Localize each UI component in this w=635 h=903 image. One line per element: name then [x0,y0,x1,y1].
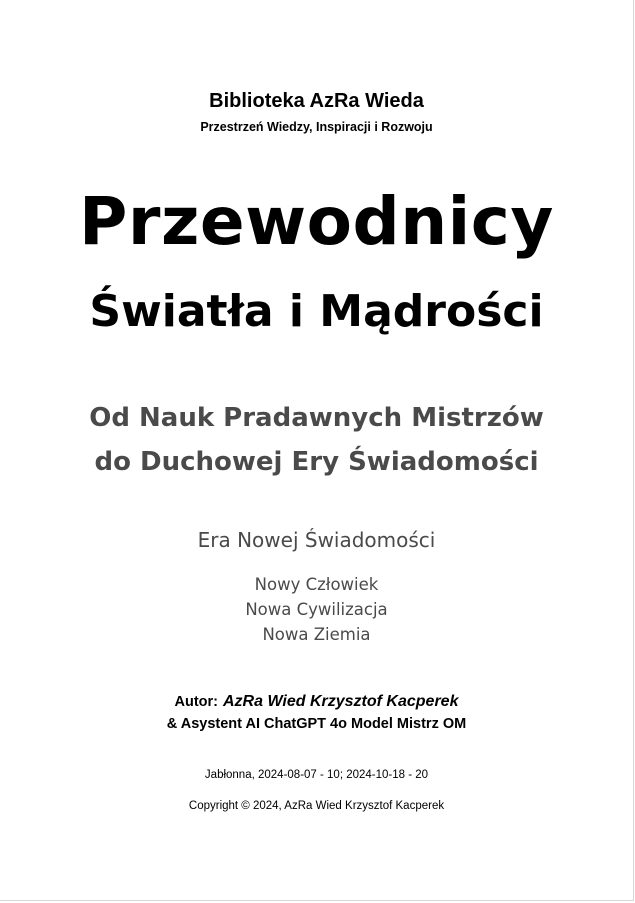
library-name: Biblioteka AzRa Wieda [209,90,424,112]
era-heading: Era Nowej Świadomości [197,528,436,552]
library-tagline: Przestrzeń Wiedzy, Inspiracji i Rozwoju [200,120,433,134]
author-line [0,692,633,712]
author-name: AzRa Wied Krzysztof Kacperek [223,693,459,710]
era-item: Nowa Cywilizacja [245,600,388,619]
era-item: Nowy Człowiek [254,575,379,594]
era-item: Nowa Ziemia [262,625,371,644]
book-subtitle-line-1: Od Nauk Pradawnych Mistrzów [89,403,544,433]
book-subtitle-line-2: do Duchowej Ery Świadomości [94,447,539,477]
place-date: Jabłonna, 2024-08-07 - 10; 2024-10-18 - 20 [204,769,429,781]
book-title-line-1: Przewodnicy [79,183,554,260]
copyright: Copyright © 2024, AzRa Wied Krzysztof Kacperek [188,800,445,812]
author-label: Autor: [174,694,218,710]
co-author-line: & Asystent AI ChatGPT 4o Model Mistrz OM [166,716,467,732]
book-title-line-2: Światła i Mądrości [89,286,544,337]
